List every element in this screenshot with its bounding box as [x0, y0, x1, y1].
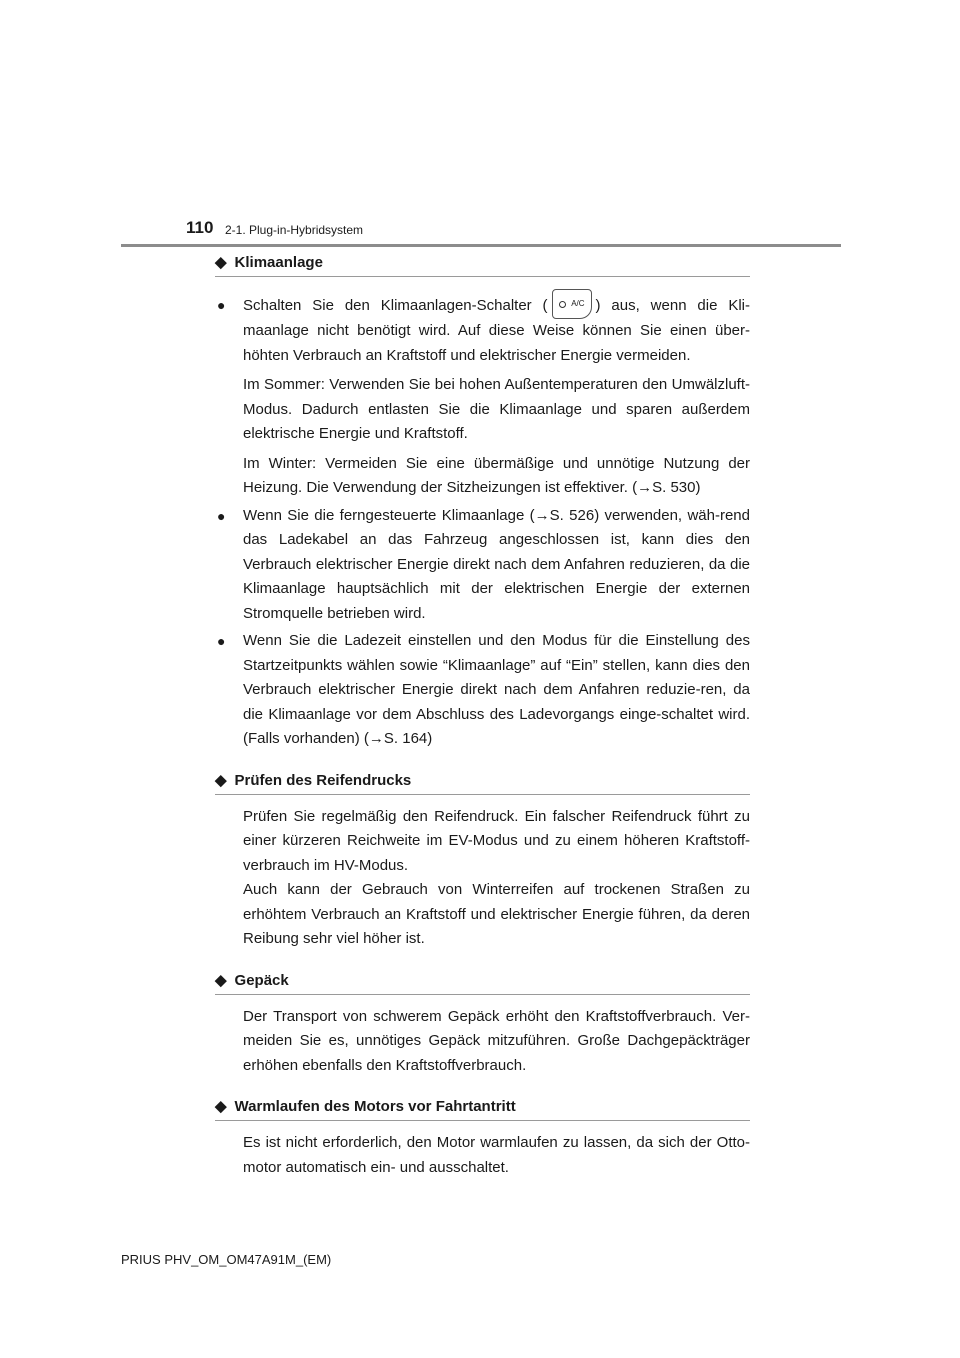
bullet-icon: ● — [217, 633, 226, 649]
paragraph: Prüfen Sie regelmäßig den Reifendruck. Ein falscher Reifendruck führt zu einer kürzeren Reichweite im EV-Modus und zu einem höheren Kraftstoff-verbrauch im HV-Modus. — [243, 807, 750, 874]
bullet-text: ) aus, wenn die Kli-maanlage nicht benötigt wird. Auf diese Weise können Sie einen über-höhten Verbrauch an Kraftstoff und elektrischer Energie vermeiden. — [243, 296, 750, 364]
section-title: Prüfen des Reifendrucks — [234, 771, 412, 789]
diamond-icon: ◆ — [215, 1098, 227, 1115]
sub-paragraph: Im Winter: Vermeiden Sie eine übermäßige und unnötige Nutzung der Heizung. Die Verwendung der Sitzheizungen ist effektiver. (→S. 530) — [243, 454, 750, 496]
section-title: Gepäck — [234, 971, 289, 989]
diamond-icon: ◆ — [215, 254, 227, 271]
paragraph: Der Transport von schwerem Gepäck erhöht den Kraftstoffverbrauch. Ver-meiden Sie es, unnötiges Gepäck mitzuführen. Große Dachgepäckträger erhöhen ebenfalls den Kraftstoffverbrauch. — [243, 1007, 750, 1074]
page-number: 110 — [186, 218, 214, 237]
bullet-text: Wenn Sie die ferngesteuerte Klimaanlage (→S. 526) verwenden, wäh-rend das Ladekabel an das Fahrzeug angeschlossen ist, kann dies den Verbrauch elektrischer Energie direkt nach dem Anfahren reduzieren, da die Klimaanlage hauptsächlich mit der elektrischen Energie der externen Stromquelle betrieben wird. — [243, 506, 750, 622]
section-title: Warmlaufen des Motors vor Fahrtantritt — [234, 1098, 516, 1115]
diamond-icon: ◆ — [215, 971, 227, 989]
list-item — [215, 629, 750, 752]
section-heading-gepaeck — [215, 970, 750, 995]
footer-doc-id: PRIUS PHV_OM_OM47A91M_(EM) — [121, 1252, 332, 1267]
bullet-icon: ● — [217, 507, 226, 524]
paragraph: Auch kann der Gebrauch von Winterreifen auf trockenen Straßen zu erhöhtem Verbrauch an Kraftstoff und elektrischer Energie führen, da deren Reibung sehr viel höher ist. — [243, 881, 750, 947]
list-item — [215, 504, 750, 627]
ac-switch-icon: A/C — [552, 289, 592, 319]
bullet-icon: ● — [217, 297, 226, 313]
section-heading-klimaanlage — [215, 252, 750, 277]
diamond-icon: ◆ — [215, 771, 227, 789]
bullet-text: Wenn Sie die Ladezeit einstellen und den Modus für die Einstellung des Startzeitpunkts wählen sowie “Klimaanlage” auf “Ein” stellen, kann dies den Verbrauch elektrischer Energie direkt nach dem Anfahren reduzie-ren, da die Klimaanlage vor dem Abschluss des Ladevorgangs einge-schaltet wird. (Falls vorhanden) (→S. 164) — [243, 632, 750, 747]
list-item — [215, 293, 750, 368]
indicator-light-icon — [559, 301, 566, 308]
section-heading-reifendruck — [215, 770, 750, 795]
paragraph: Es ist nicht erforderlich, den Motor warmlaufen zu lassen, da sich der Otto-motor automatisch ein- und ausschaltet. — [243, 1134, 750, 1176]
header-rule — [121, 244, 841, 247]
page-content — [215, 252, 750, 1180]
section-title: Klimaanlage — [234, 254, 323, 271]
bullet-text: Schalten Sie den Klimaanlagen-Schalter ( — [243, 296, 548, 314]
sub-paragraph: Im Sommer: Verwenden Sie bei hohen Außentemperaturen den Umwälzluft-Modus. Dadurch entlasten Sie die Klimaanlage und sparen außerdem elektrische Energie und Kraftstoff. — [243, 376, 750, 442]
section-label: 2-1. Plug-in-Hybridsystem — [225, 223, 364, 237]
section-heading-warmlaufen — [215, 1096, 750, 1121]
